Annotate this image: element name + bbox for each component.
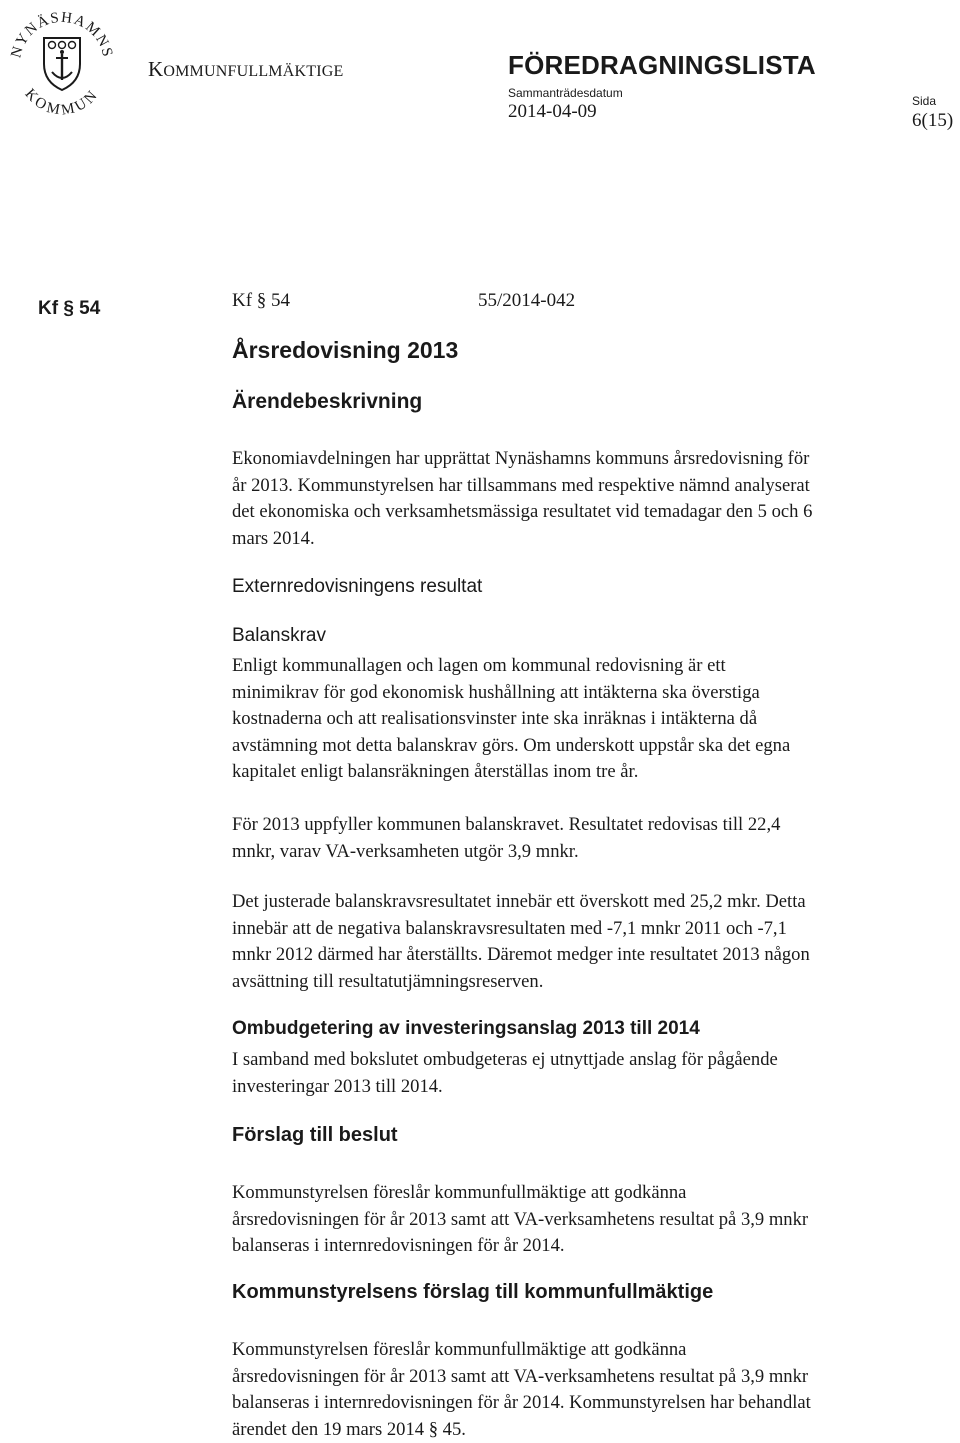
- meeting-date-label: Sammanträdesdatum: [508, 86, 623, 100]
- proposal-heading: Förslag till beslut: [232, 1124, 398, 1147]
- paragraph-line: mnkr 2012 därmed har återställts. Däremot medger inte resultatet 2013 någon: [232, 942, 944, 969]
- balance-paragraph-3: [232, 889, 944, 995]
- paragraph-line: mars 2014.: [232, 526, 944, 553]
- description-heading: Ärendebeskrivning: [232, 390, 422, 414]
- document-title: FÖREDRAGNINGSLISTA: [508, 50, 816, 81]
- page-label: Sida: [912, 94, 936, 108]
- rebudget-heading: Ombudgetering av investeringsanslag 2013 till 2014: [232, 1018, 700, 1040]
- page-number: 6(15): [912, 110, 953, 132]
- balance-paragraph-1: [232, 653, 944, 786]
- external-result-heading: Externredovisningens resultat: [232, 576, 482, 598]
- organization-name: KOMMUNFULLMÄKTIGE: [148, 57, 343, 82]
- proposal-paragraph: [232, 1180, 944, 1260]
- rebudget-paragraph: [232, 1047, 944, 1100]
- paragraph-line: ärendet den 19 mars 2014 § 45.: [232, 1417, 944, 1443]
- paragraph-line: Enligt kommunallagen och lagen om kommunal redovisning är ett: [232, 653, 944, 680]
- paragraph-line: mnkr, varav VA-verksamheten utgör 3,9 mnkr.: [232, 839, 944, 866]
- item-title: Årsredovisning 2013: [232, 337, 458, 364]
- logo-ring-top-text: NYNÄSHAMNS: [8, 10, 115, 60]
- coat-of-arms-icon: [4, 2, 120, 118]
- paragraph-line: innebär att de negativa balanskravsresultaten med -7,1 mnkr 2011 och -7,1: [232, 916, 944, 943]
- paragraph-line: avsättning till resultatutjämningsreserven.: [232, 969, 944, 996]
- case-number: 55/2014-042: [478, 290, 575, 312]
- margin-section-ref: Kf § 54: [38, 298, 100, 320]
- logo-ring-bottom-text: KOMMUN: [22, 86, 103, 118]
- paragraph-line: avstämning mot detta balanskrav görs. Om underskott uppstår ska det egna: [232, 733, 944, 760]
- paragraph-line: kapitalet enligt balansräkningen återställas inom tre år.: [232, 759, 944, 786]
- paragraph-line: Det justerade balanskravsresultatet innebär ett överskott med 25,2 mkr. Detta: [232, 889, 944, 916]
- paragraph-line: det ekonomiska och verksamhetsmässiga resultatet vid temadagar den 5 och 6: [232, 499, 944, 526]
- balance-requirement-heading: Balanskrav: [232, 625, 326, 647]
- paragraph-line: I samband med bokslutet ombudgeteras ej utnyttjade anslag för pågående: [232, 1047, 944, 1074]
- section-ref: Kf § 54: [232, 290, 290, 312]
- paragraph-line: Kommunstyrelsen föreslår kommunfullmäktige att godkänna: [232, 1180, 944, 1207]
- municipal-logo: [4, 2, 120, 118]
- paragraph-line: minimikrav för god ekonomisk hushållning att intäkterna ska överstiga: [232, 680, 944, 707]
- ks-proposal-heading: Kommunstyrelsens förslag till kommunfullmäktige: [232, 1281, 713, 1304]
- paragraph-line: För 2013 uppfyller kommunen balanskravet. Resultatet redovisas till 22,4: [232, 812, 944, 839]
- paragraph-line: årsredovisningen för år 2013 samt att VA-verksamhetens resultat på 3,9 mnkr: [232, 1207, 944, 1234]
- paragraph-line: kostnaderna och att realisationsvinster inte ska inräknas i intäkterna då: [232, 706, 944, 733]
- paragraph-line: år 2013. Kommunstyrelsen har tillsammans med respektive nämnd analyserat: [232, 473, 944, 500]
- paragraph-line: investeringar 2013 till 2014.: [232, 1074, 944, 1101]
- ks-proposal-paragraph: [232, 1337, 944, 1443]
- paragraph-line: balanseras i internredovisningen för år 2014. Kommunstyrelsen har behandlat: [232, 1390, 944, 1417]
- paragraph-line: balanseras i internredovisningen för år 2014.: [232, 1233, 944, 1260]
- paragraph-line: årsredovisningen för år 2013 samt att VA-verksamhetens resultat på 3,9 mnkr: [232, 1364, 944, 1391]
- paragraph-line: Kommunstyrelsen föreslår kommunfullmäktige att godkänna: [232, 1337, 944, 1364]
- balance-paragraph-2: [232, 812, 944, 865]
- paragraph-line: Ekonomiavdelningen har upprättat Nynäshamns kommuns årsredovisning för: [232, 446, 944, 473]
- meeting-date-value: 2014-04-09: [508, 101, 597, 123]
- description-paragraph: [232, 446, 944, 552]
